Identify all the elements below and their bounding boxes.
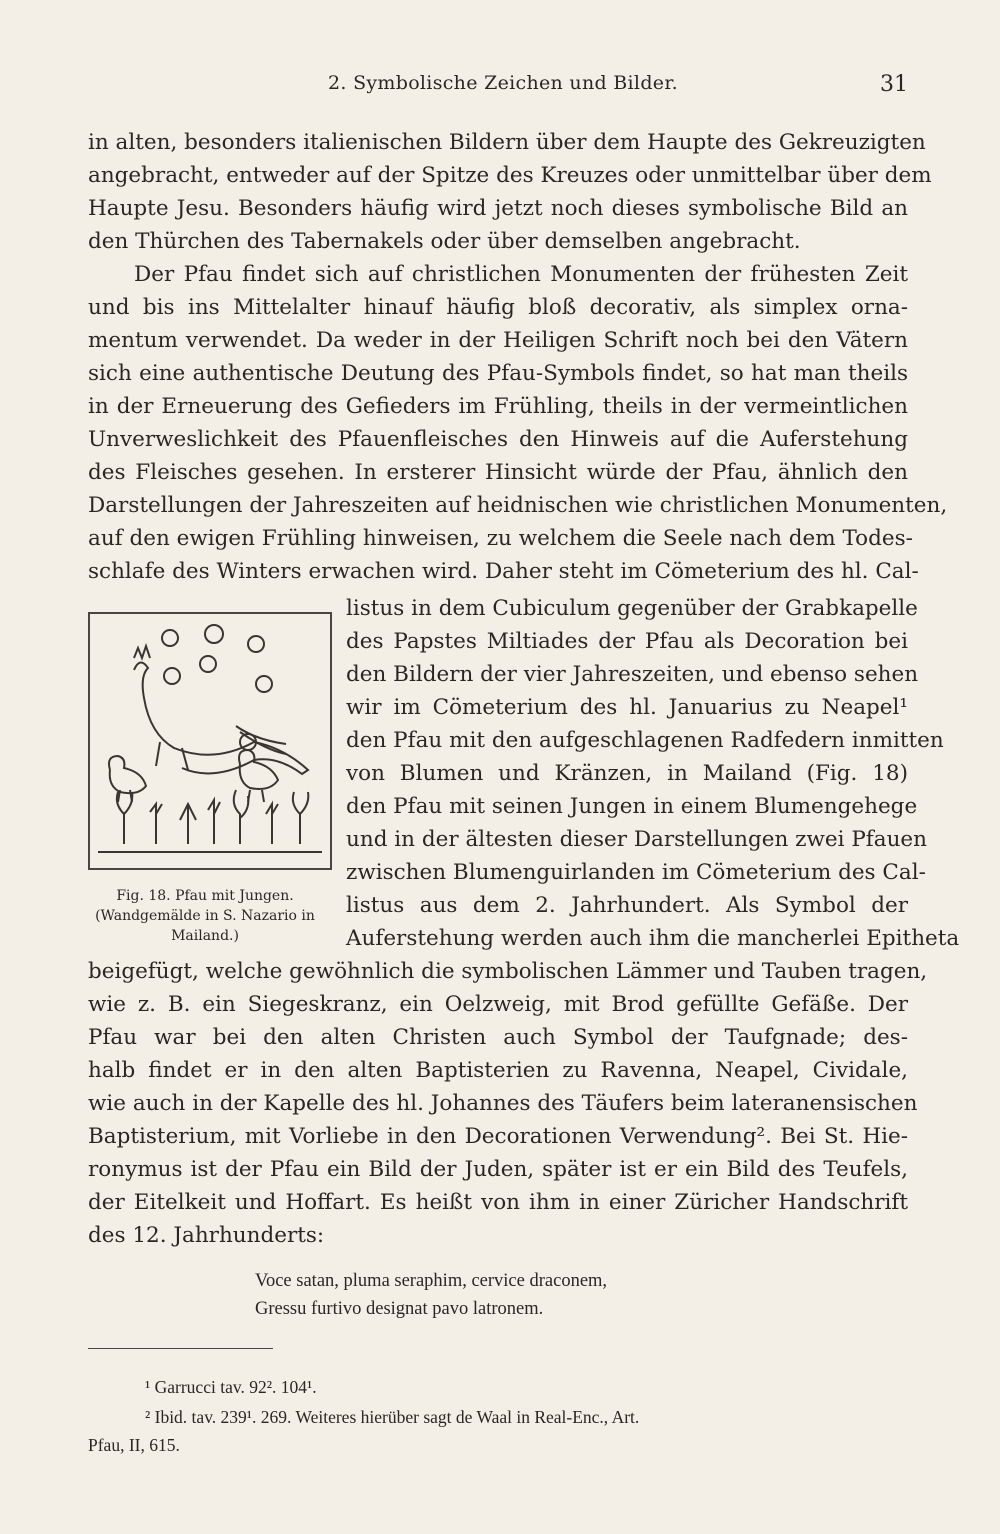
- latin-verse-line: Voce satan, pluma seraphim, cervice draconem,: [255, 1271, 608, 1291]
- footnote-1: ¹ Garrucci tav. 92². 104¹.: [145, 1377, 317, 1397]
- body-line: in der Erneuerung des Gefieders im Frühling, theils in der vermeintlichen: [88, 394, 908, 419]
- body-line: des 12. Jahrhunderts:: [88, 1223, 325, 1248]
- wrapped-line: Auferstehung werden auch ihm die mancherlei Epitheta: [346, 926, 960, 951]
- body-line: beigefügt, welche gewöhnlich die symbolischen Lämmer und Tauben tragen,: [88, 959, 928, 984]
- wrapped-line: listus aus dem 2. Jahrhundert. Als Symbol der: [346, 893, 908, 918]
- body-line: mentum verwendet. Da weder in der Heiligen Schrift noch bei den Vätern: [88, 328, 908, 353]
- wrapped-line: wir im Cömeterium des hl. Januarius zu Neapel¹: [346, 695, 908, 720]
- body-line: schlafe des Winters erwachen wird. Daher steht im Cömeterium des hl. Cal-: [88, 559, 919, 584]
- footnote-2-continued: Pfau, II, 615.: [88, 1435, 180, 1455]
- body-line: Unverweslichkeit des Pfauenfleisches den Hinweis auf die Auferstehung: [88, 427, 908, 452]
- peacock-drawing: [90, 614, 330, 868]
- body-line: halb findet er in den alten Baptisterien zu Ravenna, Neapel, Cividale,: [88, 1058, 908, 1083]
- body-line: ronymus ist der Pfau ein Bild der Juden, später ist er ein Bild des Teufels,: [88, 1157, 908, 1182]
- wrapped-line: und in der ältesten dieser Darstellungen zwei Pfauen: [346, 827, 927, 852]
- page-number: 31: [880, 72, 908, 97]
- body-line: und bis ins Mittelalter hinauf häufig bloß decorativ, als simplex orna-: [88, 295, 908, 320]
- body-line: Baptisterium, mit Vorliebe in den Decorationen Verwendung². Bei St. Hie-: [88, 1124, 908, 1149]
- body-line: Darstellungen der Jahreszeiten auf heidnischen wie christlichen Monumenten,: [88, 493, 948, 518]
- body-line: den Thürchen des Tabernakels oder über demselben angebracht.: [88, 229, 801, 254]
- body-line: der Eitelkeit und Hoffart. Es heißt von ihm in einer Züricher Handschrift: [88, 1190, 908, 1215]
- figure-peacock-illustration: [88, 612, 332, 870]
- wrapped-line: den Bildern der vier Jahreszeiten, und ebenso sehen: [346, 662, 919, 687]
- body-line: wie auch in der Kapelle des hl. Johannes des Täufers beim lateranensischen: [88, 1091, 918, 1116]
- figure-caption-title: Fig. 18. Pfau mit Jungen.: [116, 888, 294, 904]
- wrapped-line: listus in dem Cubiculum gegenüber der Grabkapelle: [346, 596, 918, 621]
- body-line: wie z. B. ein Siegeskranz, ein Oelzweig, mit Brod gefüllte Gefäße. Der: [88, 992, 908, 1017]
- wrapped-line: des Papstes Miltiades der Pfau als Decoration bei: [346, 629, 908, 654]
- wrapped-line: den Pfau mit den aufgeschlagenen Radfedern inmitten: [346, 728, 944, 753]
- body-line: in alten, besonders italienischen Bildern über dem Haupte des Gekreuzigten: [88, 130, 926, 155]
- wrapped-line: zwischen Blumenguirlanden im Cömeterium des Cal-: [346, 860, 926, 885]
- body-line: angebracht, entweder auf der Spitze des Kreuzes oder unmittelbar über dem: [88, 163, 932, 188]
- body-line: auf den ewigen Frühling hinweisen, zu welchem die Seele nach dem Todes-: [88, 526, 913, 551]
- footnote-divider: [88, 1348, 273, 1349]
- figure-caption-place: Mailand.): [171, 928, 239, 944]
- body-line: des Fleisches gesehen. In ersterer Hinsicht würde der Pfau, ähnlich den: [88, 460, 908, 485]
- body-line: Der Pfau findet sich auf christlichen Monumenten der frühesten Zeit: [134, 262, 908, 287]
- running-head: 2. Symbolische Zeichen und Bilder.: [328, 72, 678, 94]
- wrapped-line: von Blumen und Kränzen, in Mailand (Fig. 18): [346, 761, 908, 786]
- body-line: sich eine authentische Deutung des Pfau-Symbols findet, so hat man theils: [88, 361, 908, 386]
- body-line: Pfau war bei den alten Christen auch Symbol der Taufgnade; des-: [88, 1025, 908, 1050]
- body-line: Haupte Jesu. Besonders häufig wird jetzt noch dieses symbolische Bild an: [88, 196, 908, 221]
- footnote-2: ² Ibid. tav. 239¹. 269. Weiteres hierüber sagt de Waal in Real-Enc., Art.: [145, 1407, 640, 1427]
- figure-caption-source: (Wandgemälde in S. Nazario in: [95, 908, 315, 924]
- page-header: [88, 72, 908, 104]
- wrapped-line: den Pfau mit seinen Jungen in einem Blumengehege: [346, 794, 918, 819]
- latin-verse-line: Gressu furtivo designat pavo latronem.: [255, 1299, 544, 1319]
